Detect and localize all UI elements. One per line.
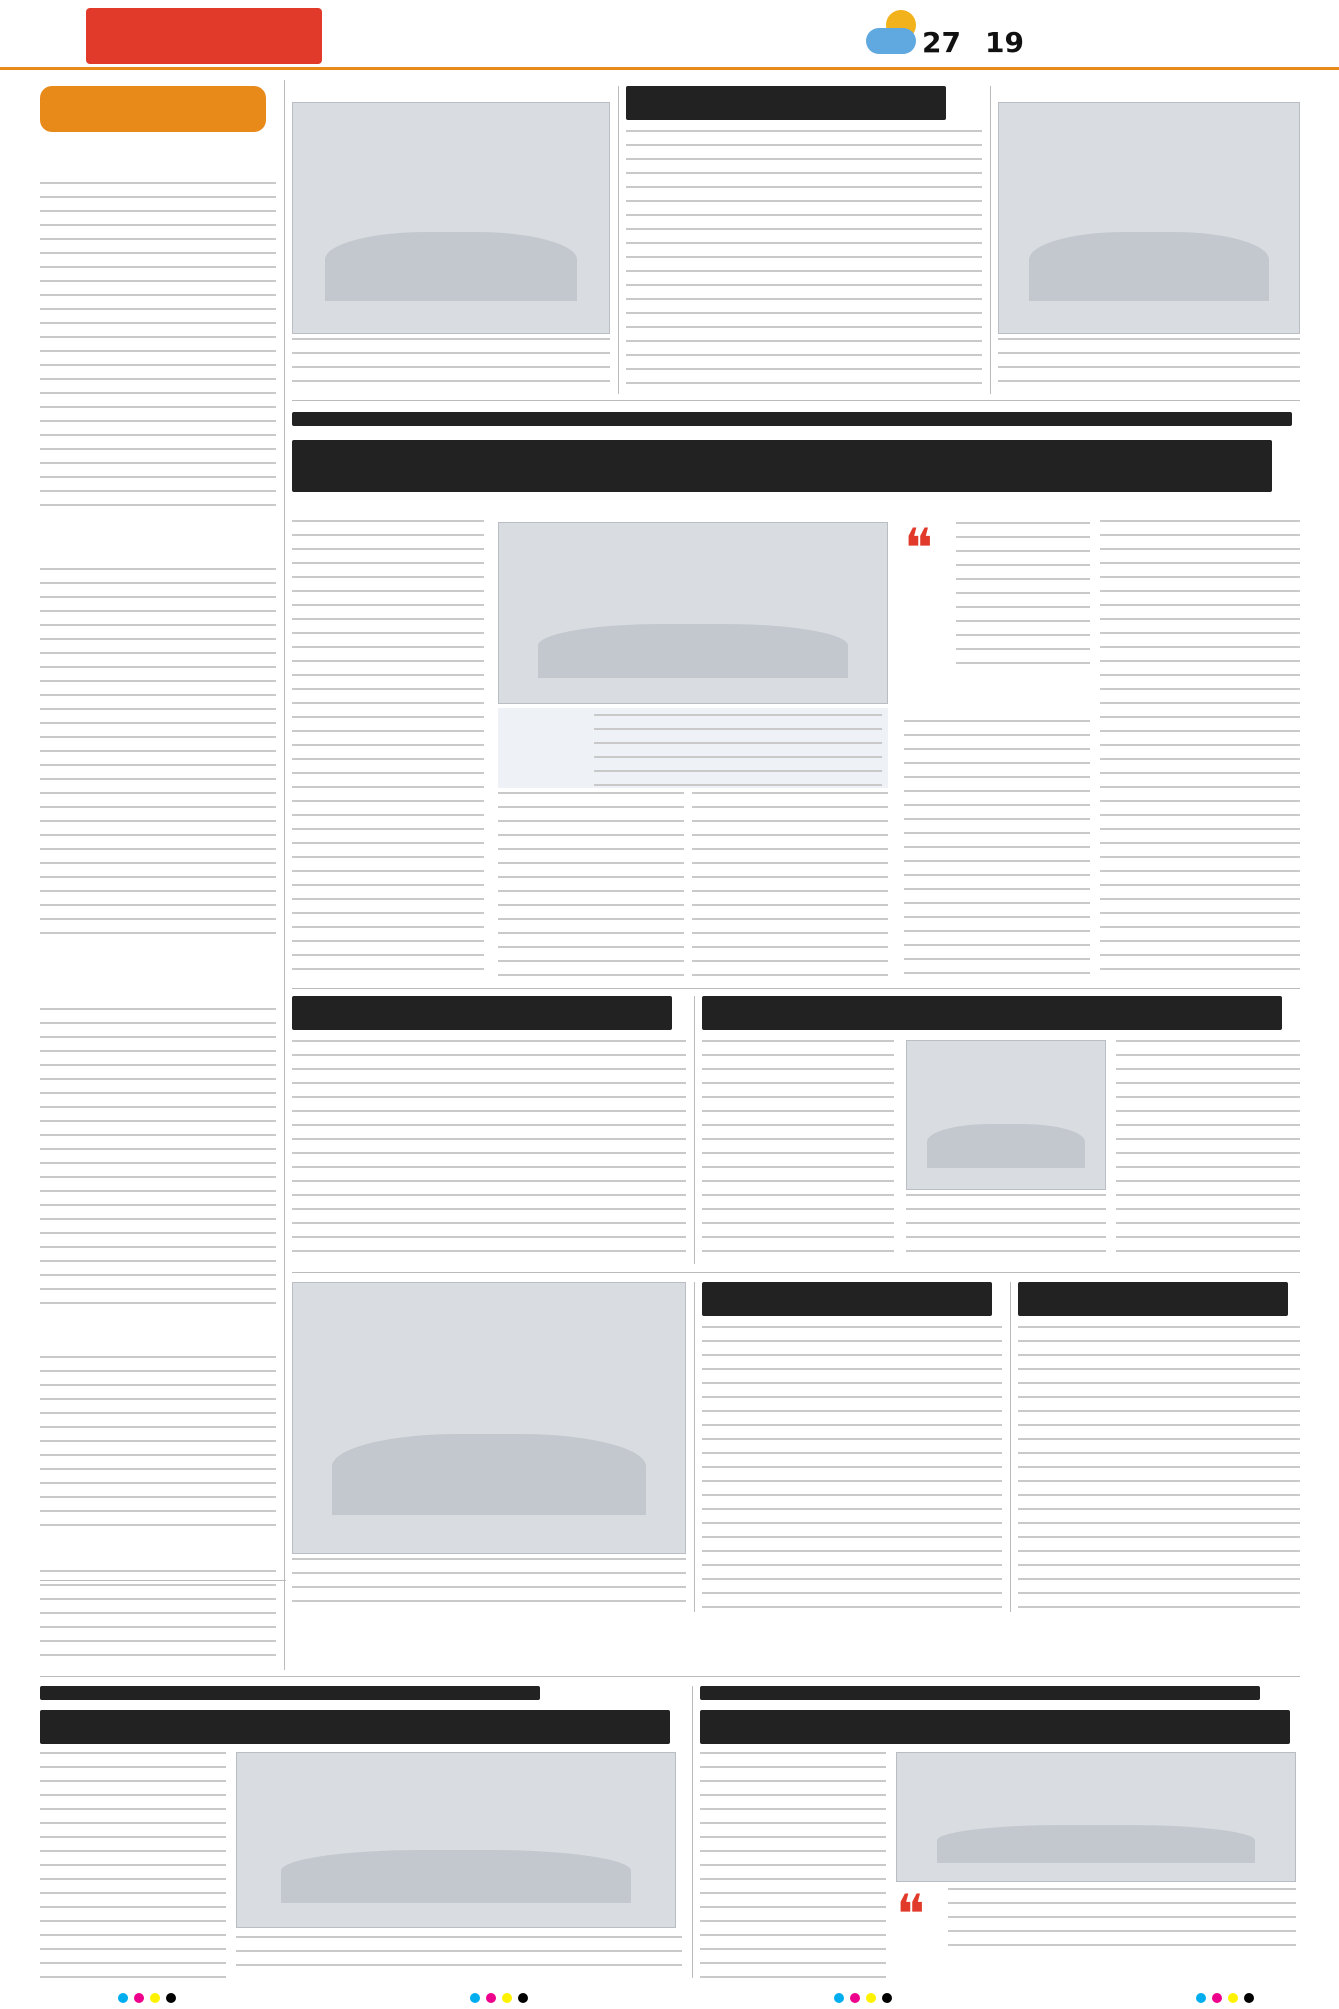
column-rule [694,1282,695,1612]
bottom-right-photo [896,1752,1296,1882]
section-rule [40,1676,1300,1677]
middle-left-story [292,996,686,1264]
top-left-photo [292,102,610,334]
top-left-photo-caption [292,338,610,394]
masthead [0,0,1339,70]
lower-center-story [702,1282,1002,1612]
middle-right-story [702,996,1300,1264]
story-heading [702,1282,992,1316]
sidebar-story [40,516,276,946]
section-rule [292,400,1300,401]
newspaper-logo [86,8,322,64]
bottom-left-photo [236,1752,676,1928]
sidebar-story [40,1540,276,1668]
story-heading [702,996,1282,1030]
temp-min-value: 19 [985,26,1024,59]
lead-story-header [292,408,1300,518]
story-kicker [700,1686,1260,1700]
bottom-right-story [700,1686,1300,1978]
sidebar-story [40,146,276,506]
story-heading [292,996,672,1030]
sidebar [40,80,276,1560]
lead-pull-quote [904,517,1090,712]
sun-cloud-icon [860,6,930,62]
section-rule [292,988,1300,989]
lead-kicker [292,412,1292,426]
sidebar-banner [40,86,266,132]
quote-icon: ❝ [896,1883,926,1946]
lead-story-column [692,792,888,980]
lead-story-photo [498,522,888,704]
lower-left-photo [292,1282,686,1554]
column-rule [618,86,619,394]
lead-story-column [1100,520,1300,980]
lead-headline [292,440,1272,492]
section-rule [292,1272,1300,1273]
bottom-left-story [40,1686,682,1978]
top-center-story [626,86,982,394]
column-rule [284,80,285,1670]
bottom-pull-quote [896,1883,1296,1974]
top-right-photo [998,102,1300,334]
lead-story-photo-caption [498,708,888,788]
lead-story-column [292,520,484,980]
sidebar-story [40,956,276,1316]
sidebar-story [40,1326,276,1526]
top-right-photo-caption [998,338,1300,394]
column-rule [1010,1282,1011,1612]
print-registration-marks [0,1987,1339,2009]
middle-right-photo-caption [906,1194,1106,1264]
section-rule [40,1580,286,1581]
quote-icon: ❝ [904,517,934,580]
lead-story-column [904,720,1090,980]
lower-left-photo-caption [292,1558,686,1610]
story-kicker [40,1686,540,1700]
column-rule [692,1686,693,1978]
story-heading [626,86,946,120]
story-column [1116,1040,1300,1264]
middle-right-photo [906,1040,1106,1190]
lower-right-story [1018,1282,1300,1612]
column-rule [990,86,991,394]
story-headline [40,1710,670,1744]
temp-max-value: 27 [922,26,961,59]
column-rule [694,996,695,1264]
lead-story-column [498,792,684,980]
story-heading [1018,1282,1288,1316]
story-headline [700,1710,1290,1744]
